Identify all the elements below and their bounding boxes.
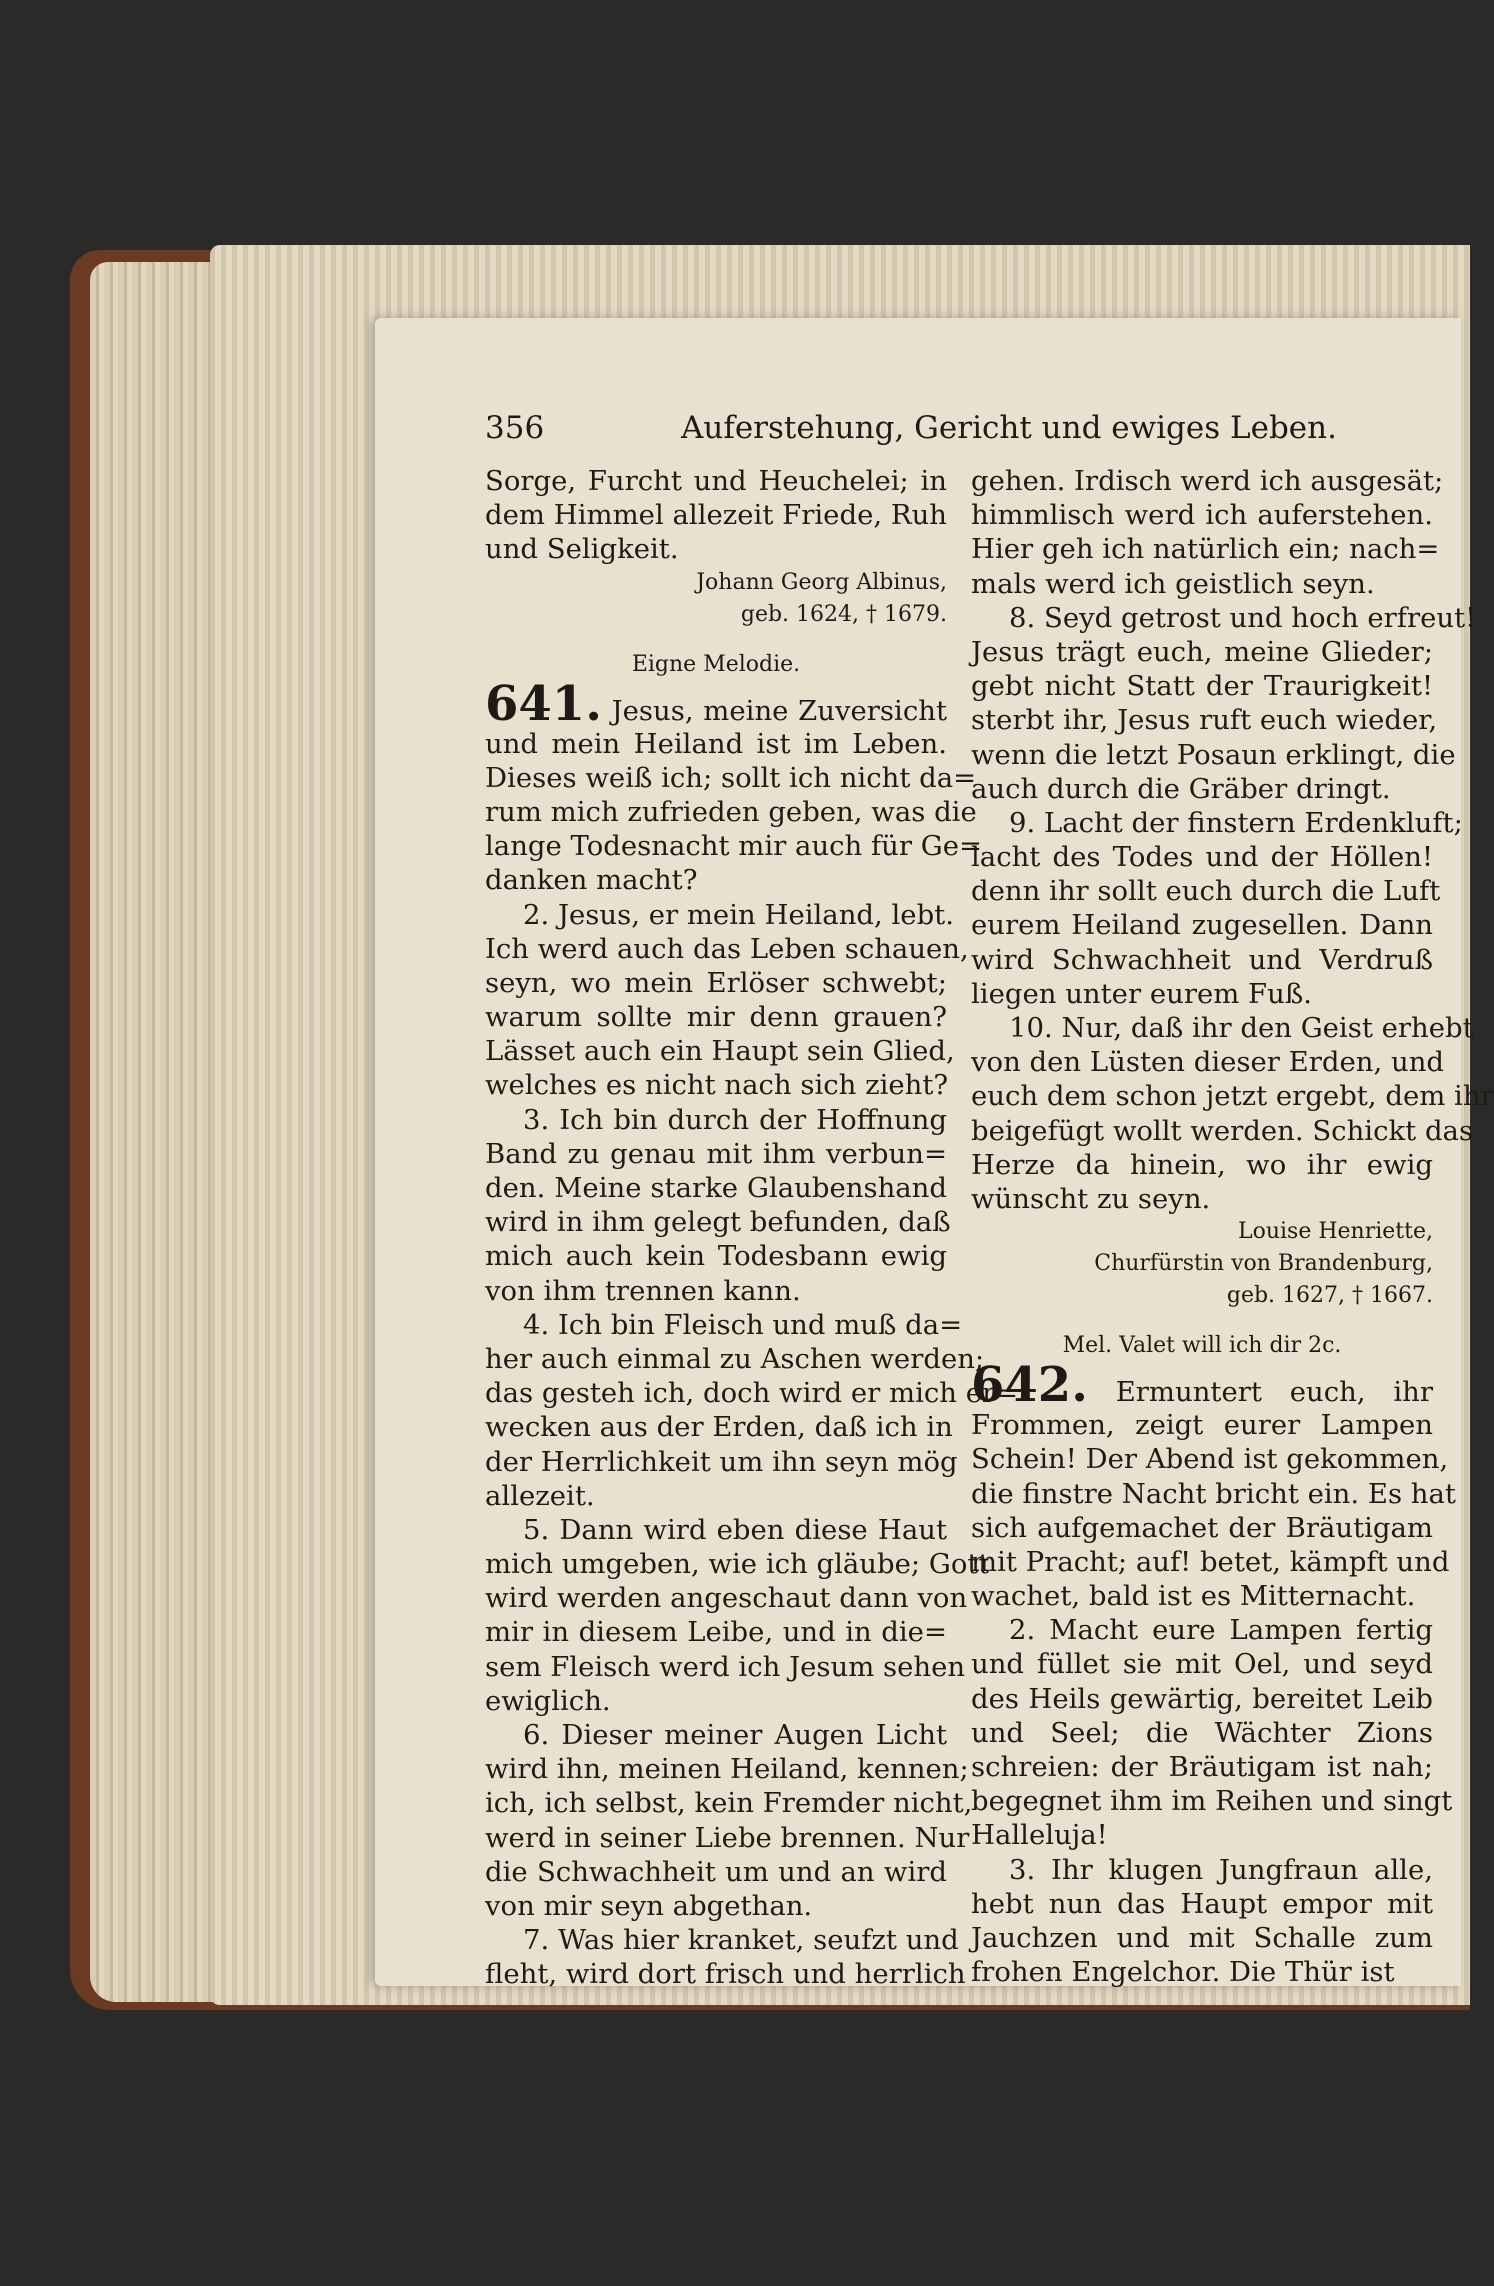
text-line: 2. Macht eure Lampen fertig (1009, 1614, 1433, 1647)
text-line: die Schwachheit um und an wird (485, 1855, 947, 1888)
text-line: begegnet ihm im Reihen und singt (971, 1785, 1453, 1818)
text-line: wird in ihm gelegt befunden, daß (485, 1206, 951, 1239)
text-line: euch dem schon jetzt ergebt, dem ihr (971, 1080, 1494, 1113)
text-line: Sorge, Furcht und Heuchelei; in (485, 465, 947, 497)
text-line: beigefügt wollt werden. Schickt das (971, 1114, 1474, 1147)
text-line: sem Fleisch werd ich Jesum sehen (485, 1650, 966, 1683)
text-line: lacht des Todes und der Höllen! (971, 841, 1433, 874)
text-line: Ich werd auch das Leben schauen, (485, 932, 969, 965)
text-line: gebt nicht Statt der Traurigkeit! (971, 670, 1433, 703)
text-line: wird ihn, meinen Heiland, kennen; (485, 1753, 969, 1786)
text-line: sterbt ihr, Jesus ruft euch wieder, (971, 704, 1438, 737)
text-line: und mein Heiland ist im Leben. (485, 727, 947, 760)
left-column (485, 464, 1019, 1992)
text-line: liegen unter eurem Fuß. (971, 977, 1312, 1010)
text-line: von den Lüsten dieser Erden, und (971, 1046, 1445, 1079)
text-line: auch durch die Gräber dringt. (971, 772, 1391, 805)
text-line: welches es nicht nach sich zieht? (485, 1069, 949, 1102)
text-line: und füllet sie mit Oel, und seyd (971, 1648, 1433, 1681)
text-line: Schein! Der Abend ist gekommen, (971, 1443, 1449, 1476)
text-line: mich auch kein Todesbann ewig (485, 1240, 947, 1273)
hymn-641-first-line (485, 675, 947, 732)
hymn-642-first-line (971, 1357, 1434, 1414)
text-line: von mir seyn abgethan. (485, 1889, 813, 1922)
right-column (971, 464, 1494, 1989)
text-line: Jauchzen und mit Schalle zum (971, 1921, 1433, 1954)
text-line: des Heils gewärtig, bereitet Leib (971, 1682, 1433, 1715)
text-line: 6. Dieser meiner Augen Licht (523, 1719, 947, 1751)
text-line: lange Todesnacht mir auch für Ge= (485, 830, 983, 863)
text-line: wecken aus der Erden, daß ich in (485, 1411, 953, 1444)
text-line: fleht, wird dort frisch und herrlich (485, 1958, 966, 1991)
text-line: Dieses weiß ich; sollt ich nicht da= (485, 761, 977, 794)
text-line: und Seel; die Wächter Zions (971, 1716, 1433, 1749)
hymn-641-continuation (971, 464, 1494, 1216)
text-line: Lässet auch ein Haupt sein Glied, (485, 1035, 955, 1068)
melody-note-641: Eigne Melodie. (631, 651, 801, 677)
text-line: Band zu genau mit ihm verbun= (485, 1137, 947, 1170)
text-line: ewiglich. (485, 1684, 611, 1717)
text-line: 3. Ihr klugen Jungfraun alle, (1009, 1853, 1433, 1886)
text-line: 10. Nur, daß ihr den Geist erhebt (1009, 1012, 1474, 1044)
text-line: 2. Jesus, er mein Heiland, lebt. (523, 898, 954, 931)
author-line: geb. 1624, † 1679. (740, 601, 947, 627)
text-line: her auch einmal zu Aschen werden; (485, 1342, 985, 1375)
hymn-number-641: 641. (485, 675, 602, 732)
text-line: das gesteh ich, doch wird er mich er= (485, 1377, 1019, 1410)
text-line: den. Meine starke Glaubenshand (485, 1172, 947, 1204)
author-attribution-640 (485, 567, 947, 631)
text-line: wünscht zu seyn. (971, 1182, 1211, 1215)
text-line: wachet, bald ist es Mitternacht. (971, 1580, 1416, 1613)
melody-note-642: Mel. Valet will ich dir 2c. (1062, 1333, 1342, 1359)
text-line: Hier geh ich natürlich ein; nach= (971, 533, 1440, 566)
text-line: schreien: der Bräutigam ist nah; (971, 1751, 1433, 1783)
text-line: hebt nun das Haupt empor mit (971, 1887, 1433, 1920)
text-line: Frommen, zeigt eurer Lampen (971, 1409, 1433, 1442)
text-line: himmlisch werd ich auferstehen. (971, 499, 1433, 532)
hymn-641-first-words: Jesus, meine Zuversicht (611, 694, 947, 727)
text-line: mir in diesem Leibe, und in die= (485, 1616, 947, 1649)
text-line: denn ihr sollt euch durch die Luft (971, 875, 1441, 908)
text-line: frohen Engelchor. Die Thür ist (971, 1956, 1395, 1989)
hymn-640-ending (485, 464, 947, 567)
text-line: 3. Ich bin durch der Hoffnung (523, 1103, 947, 1136)
text-line: Jesus trägt euch, meine Glieder; (971, 635, 1433, 668)
text-line: von ihm trennen kann. (485, 1274, 801, 1307)
author-attribution-641 (971, 1216, 1433, 1312)
hymn-641-text (485, 727, 1019, 1992)
text-line: 4. Ich bin Fleisch und muß da= (523, 1308, 963, 1341)
author-line: Churfürstin von Brandenburg, (1094, 1251, 1433, 1277)
text-line: und Seligkeit. (485, 533, 679, 566)
text-line: rum mich zufrieden geben, was die (485, 795, 977, 828)
text-line: gehen. Irdisch werd ich ausgesät; (971, 465, 1444, 497)
text-line: allezeit. (485, 1479, 595, 1512)
text-line: mich umgeben, wie ich gläube; Gott (485, 1548, 990, 1581)
text-line: warum sollte mir denn grauen? (485, 1001, 947, 1034)
text-line: wird Schwachheit und Verdruß (971, 943, 1433, 976)
text-line: seyn, wo mein Erlöser schwebt; (485, 966, 947, 999)
text-line: 7. Was hier kranket, seufzt und (523, 1924, 959, 1957)
text-line: eurem Heiland zugesellen. Dann (971, 909, 1433, 942)
hymn-number-642: 642. (971, 1357, 1088, 1414)
text-line: Herze da hinein, wo ihr ewig (971, 1148, 1433, 1181)
text-line: werd in seiner Liebe brennen. Nur (485, 1821, 970, 1854)
text-line: dem Himmel allezeit Friede, Ruh (485, 499, 947, 532)
author-line: Louise Henriette, (1237, 1219, 1433, 1245)
text-line: die finstre Nacht bricht ein. Es hat (971, 1477, 1456, 1510)
text-line: ich, ich selbst, kein Fremder nicht, (485, 1787, 973, 1820)
hymn-642-first-words: Ermuntert euch, ihr (1115, 1376, 1434, 1409)
text-line: Halleluja! (971, 1819, 1108, 1852)
text-line: mals werd ich geistlich seyn. (971, 567, 1375, 600)
hymn-642-text (971, 1408, 1456, 1989)
running-head (485, 410, 1401, 450)
book-page (375, 318, 1494, 1991)
page-number: 356 (485, 410, 545, 446)
text-line: wird werden angeschaut dann von (485, 1582, 968, 1615)
text-line: 8. Seyd getrost und hoch erfreut! (1009, 601, 1477, 634)
text-line: 5. Dann wird eben diese Haut (523, 1513, 947, 1546)
author-line: geb. 1627, † 1667. (1226, 1283, 1433, 1309)
text-line: mit Pracht; auf! betet, kämpft und (971, 1545, 1450, 1578)
text-line: wenn die letzt Posaun erklingt, die (971, 738, 1456, 771)
text-line: danken macht? (485, 864, 698, 897)
author-line: Johann Georg Albinus, (696, 569, 947, 595)
text-line: sich aufgemachet der Bräutigam (971, 1511, 1433, 1544)
text-line: der Herrlichkeit um ihn seyn mög (485, 1445, 958, 1478)
running-title: Auferstehung, Gericht und ewiges Leben. (681, 410, 1337, 446)
text-line: 9. Lacht der finstern Erdenkluft; (1009, 806, 1463, 839)
